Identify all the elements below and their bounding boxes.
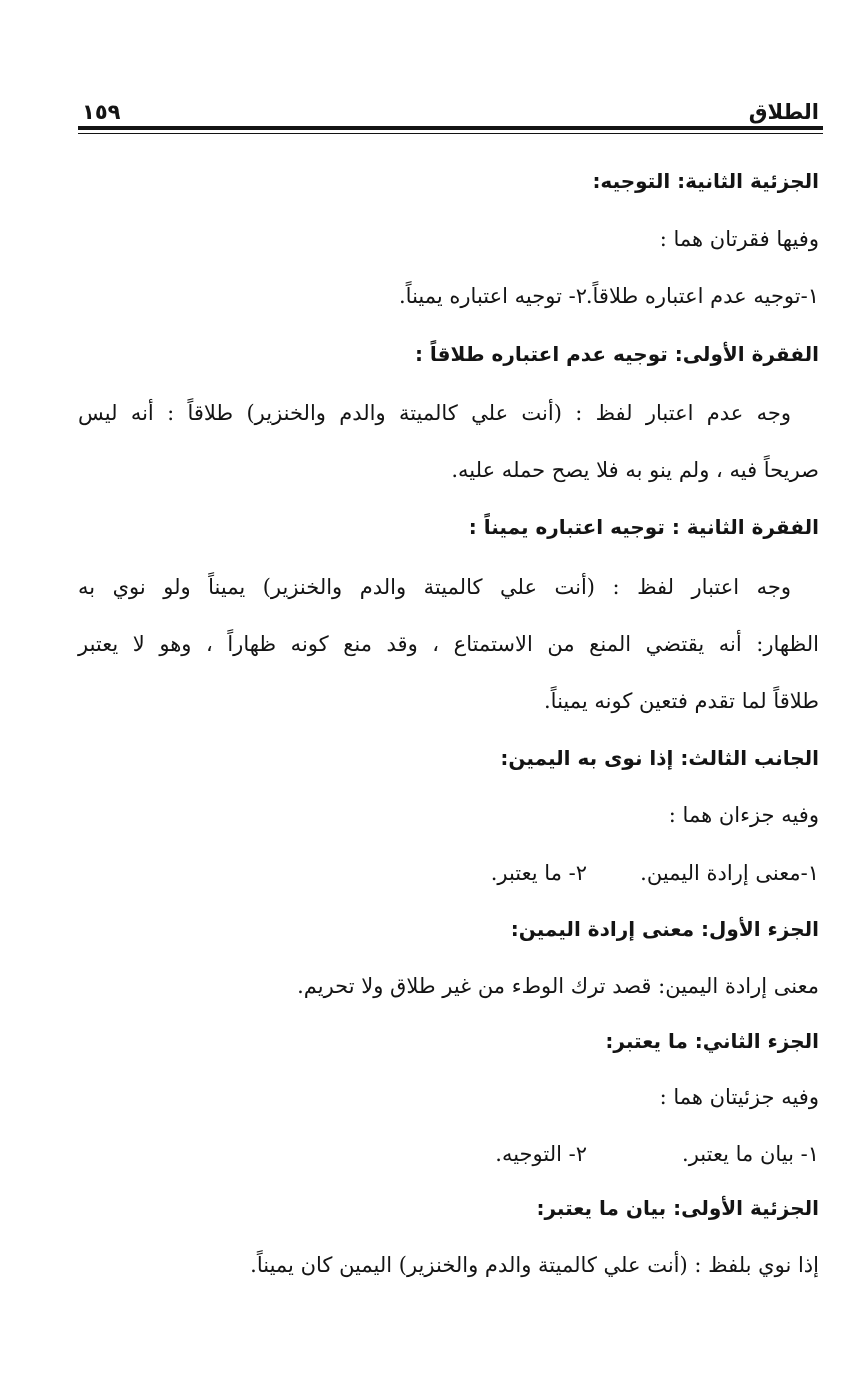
list-item: ١-توجيه عدم اعتباره طلاقاً. — [585, 284, 819, 308]
list-item: ١- بيان ما يعتبر. — [682, 1142, 819, 1166]
section-heading: الجزء الأول: معنى إرادة اليمين: — [510, 917, 819, 941]
enumerated-list — [78, 1139, 819, 1169]
enumerated-list — [78, 858, 819, 888]
header-rule-thick — [78, 126, 823, 130]
paragraph-line: وجه اعتبار لفظ : (أنت علي كالميتة والدم والخنزير) يميناً ولو نوي به — [78, 575, 791, 599]
running-title: الطلاق — [748, 100, 819, 124]
list-item: ١-معنى إرادة اليمين. — [640, 861, 819, 885]
section-heading: الجانب الثالث: إذا نوى به اليمين: — [500, 746, 819, 770]
section-heading: الفقرة الثانية : توجيه اعتباره يميناً : — [468, 515, 819, 539]
paragraph-line: طلاقاً لما تقدم فتعين كونه يميناً. — [544, 689, 819, 713]
header-rule-thin — [78, 133, 823, 134]
paragraph: وفيه جزئيتان هما : — [659, 1085, 819, 1109]
list-item: ٢- ما يعتبر. — [490, 861, 587, 885]
list-item: ٢- توجيه اعتباره يميناً. — [399, 284, 587, 308]
paragraph: إذا نوي بلفظ : (أنت علي كالميتة والدم والخنزير) اليمين كان يميناً. — [250, 1253, 819, 1277]
section-heading: الجزئية الثانية: التوجيه: — [592, 169, 819, 193]
section-heading: الجزء الثاني: ما يعتبر: — [605, 1029, 819, 1053]
paragraph-line: وجه عدم اعتبار لفظ : (أنت علي كالميتة والدم والخنزير) طلاقاً : أنه ليس — [78, 401, 791, 425]
enumerated-list — [78, 281, 819, 311]
paragraph-line: الظهار: أنه يقتضي المنع من الاستمتاع ، وقد منع كونه ظهاراً ، وهو لا يعتبر — [78, 632, 819, 656]
section-heading: الجزئية الأولى: بيان ما يعتبر: — [536, 1196, 819, 1220]
paragraph: وفيها فقرتان هما : — [659, 227, 819, 251]
paragraph: معنى إرادة اليمين: قصد ترك الوطء من غير طلاق ولا تحريم. — [297, 974, 819, 998]
page-number: ١٥٩ — [82, 100, 121, 124]
list-item: ٢- التوجيه. — [495, 1142, 587, 1166]
paragraph: وفيه جزءان هما : — [668, 803, 819, 827]
section-heading: الفقرة الأولى: توجيه عدم اعتباره طلاقاً : — [414, 342, 819, 366]
paragraph-line: صريحاً فيه ، ولم ينو به فلا يصح حمله عليه. — [451, 458, 819, 482]
